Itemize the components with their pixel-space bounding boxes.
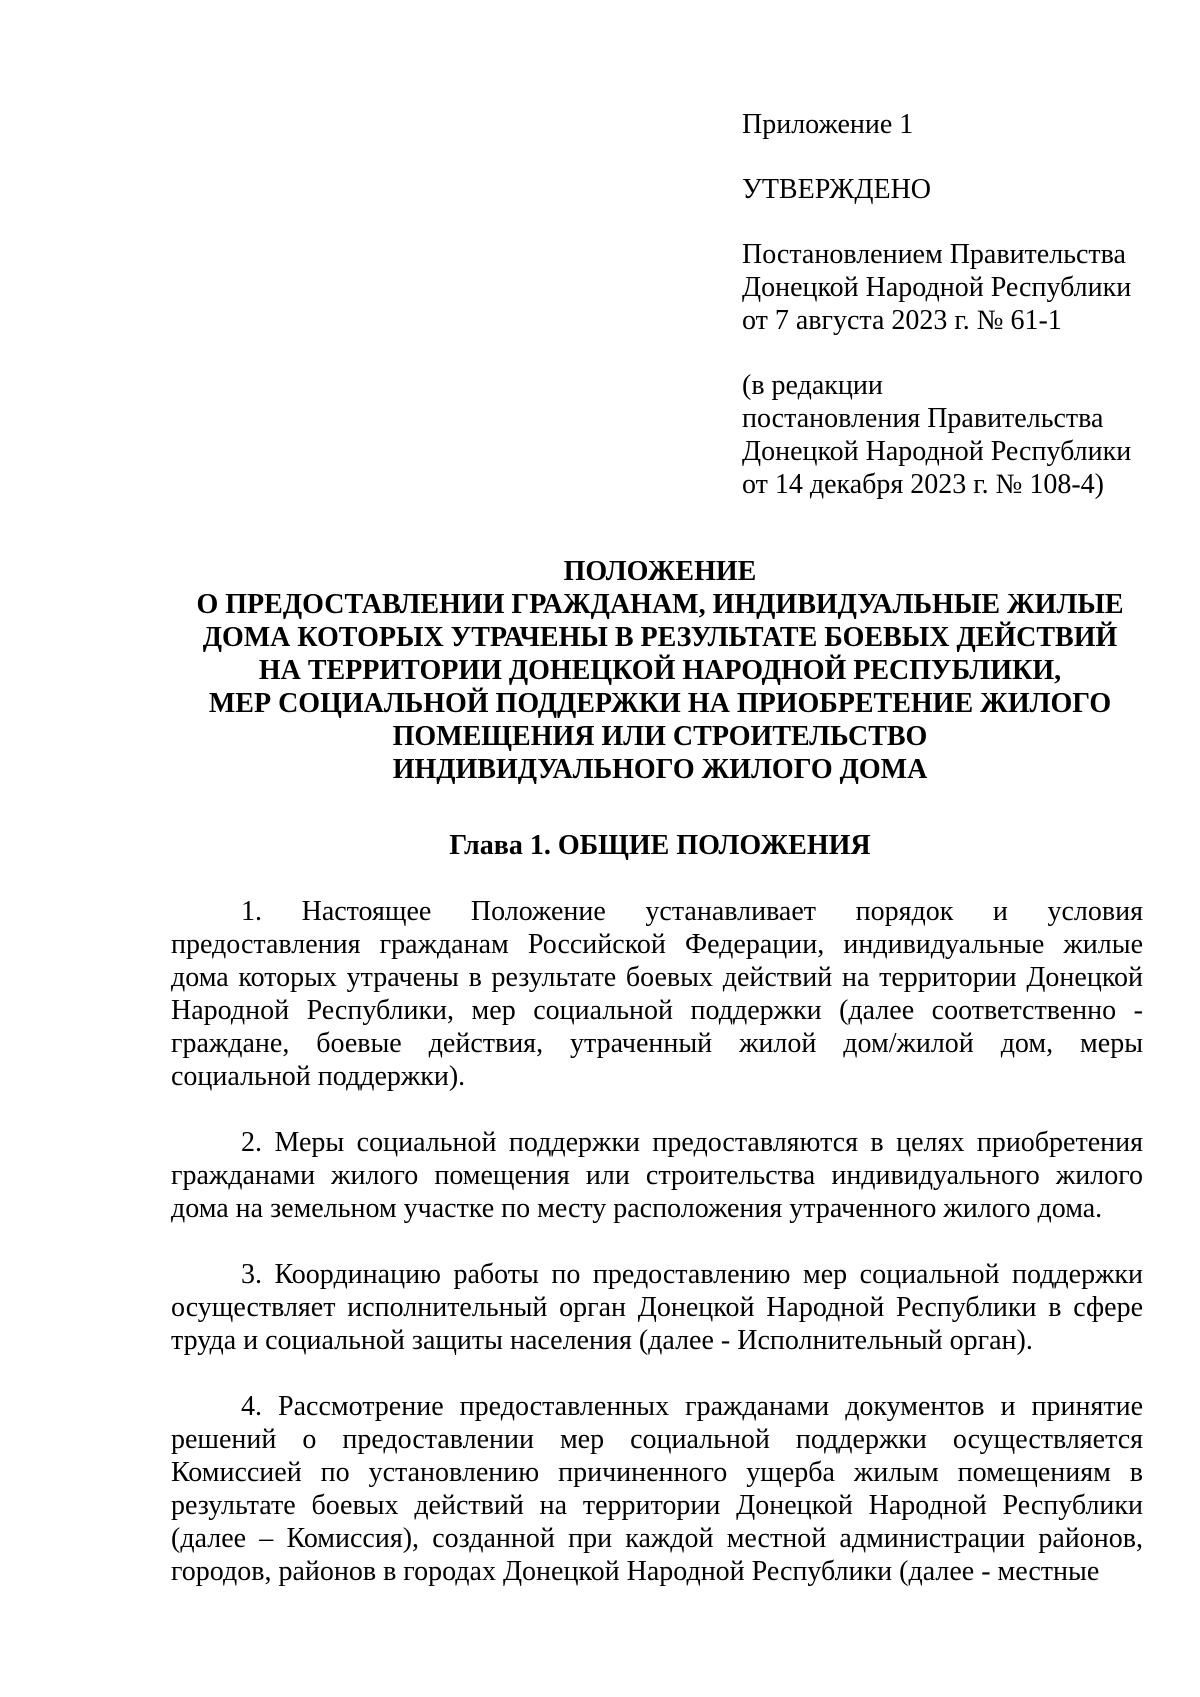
paragraph: 4. Рассмотрение предоставленных гражданами документов и принятие решений о предоставлении мер социальной поддержки осуществляется Комиссией по установлению причиненного ущерба жилым помещениям в результате боевых действий на территории Донецкой Народной Республики (далее – Комиссия), созданной при каждой местной администрации районов, городов, районов в городах Донецкой Народной Республики (далее - местные <box>171 1391 1143 1587</box>
approved-label: УТВЕРЖДЕНО <box>742 174 932 205</box>
paragraph: 3. Координацию работы по предоставлению мер социальной поддержки осуществляет исполнительный орган Донецкой Народной Республики в сфере труда и социальной защиты населения (далее - Исполнительный орган). <box>171 1259 1143 1356</box>
title-line: ИНДИВИДУАЛЬНОГО ЖИЛОГО ДОМА <box>392 754 928 785</box>
chapter-heading: Глава 1. ОБЩИЕ ПОЛОЖЕНИЯ <box>449 830 871 861</box>
appendix-label: Приложение 1 <box>742 109 914 140</box>
decree-line: от 7 августа 2023 г. № 61-1 <box>742 305 1062 336</box>
edition-line: Донецкой Народной Республики <box>742 436 1132 467</box>
edition-line: от 14 декабря 2023 г. № 108-4) <box>742 469 1104 500</box>
document-body <box>171 895 1143 1621</box>
decree-reference <box>742 238 1162 337</box>
title-line: ПОЛОЖЕНИЕ <box>563 556 757 587</box>
document-title <box>160 555 1160 786</box>
decree-line: Донецкой Народной Республики <box>742 272 1132 303</box>
edition-line: постановления Правительства <box>742 403 1104 434</box>
approval-block <box>742 108 1162 501</box>
title-line: МЕР СОЦИАЛЬНОЙ ПОДДЕРЖКИ НА ПРИОБРЕТЕНИЕ ЖИЛОГО <box>208 688 1112 719</box>
edition-line: (в редакции <box>742 370 883 401</box>
title-line: ДОМА КОТОРЫХ УТРАЧЕНЫ В РЕЗУЛЬТАТЕ БОЕВЫХ ДЕЙСТВИЙ <box>202 622 1118 653</box>
decree-line: Постановлением Правительства <box>742 239 1126 270</box>
title-line: О ПРЕДОСТАВЛЕНИИ ГРАЖДАНАМ, ИНДИВИДУАЛЬНЫЕ ЖИЛЫЕ <box>196 589 1124 620</box>
edition-reference <box>742 369 1162 501</box>
paragraph: 2. Меры социальной поддержки предоставляются в целях приобретения гражданами жилого помещения или строительства индивидуального жилого дома на земельном участке по месту расположения утраченного жилого дома. <box>171 1127 1143 1224</box>
paragraph: 1. Настоящее Положение устанавливает порядок и условия предоставления гражданам Российской Федерации, индивидуальные жилые дома которых утрачены в результате боевых действий на территории Донецкой Народной Республики, мер социальной поддержки (далее соответственно - граждане, боевые действия, утраченный жилой дом/жилой дом, меры социальной поддержки). <box>171 896 1143 1092</box>
title-line: ПОМЕЩЕНИЯ ИЛИ СТРОИТЕЛЬСТВО <box>392 721 928 752</box>
title-line: НА ТЕРРИТОРИИ ДОНЕЦКОЙ НАРОДНОЙ РЕСПУБЛИКИ, <box>258 655 1062 686</box>
